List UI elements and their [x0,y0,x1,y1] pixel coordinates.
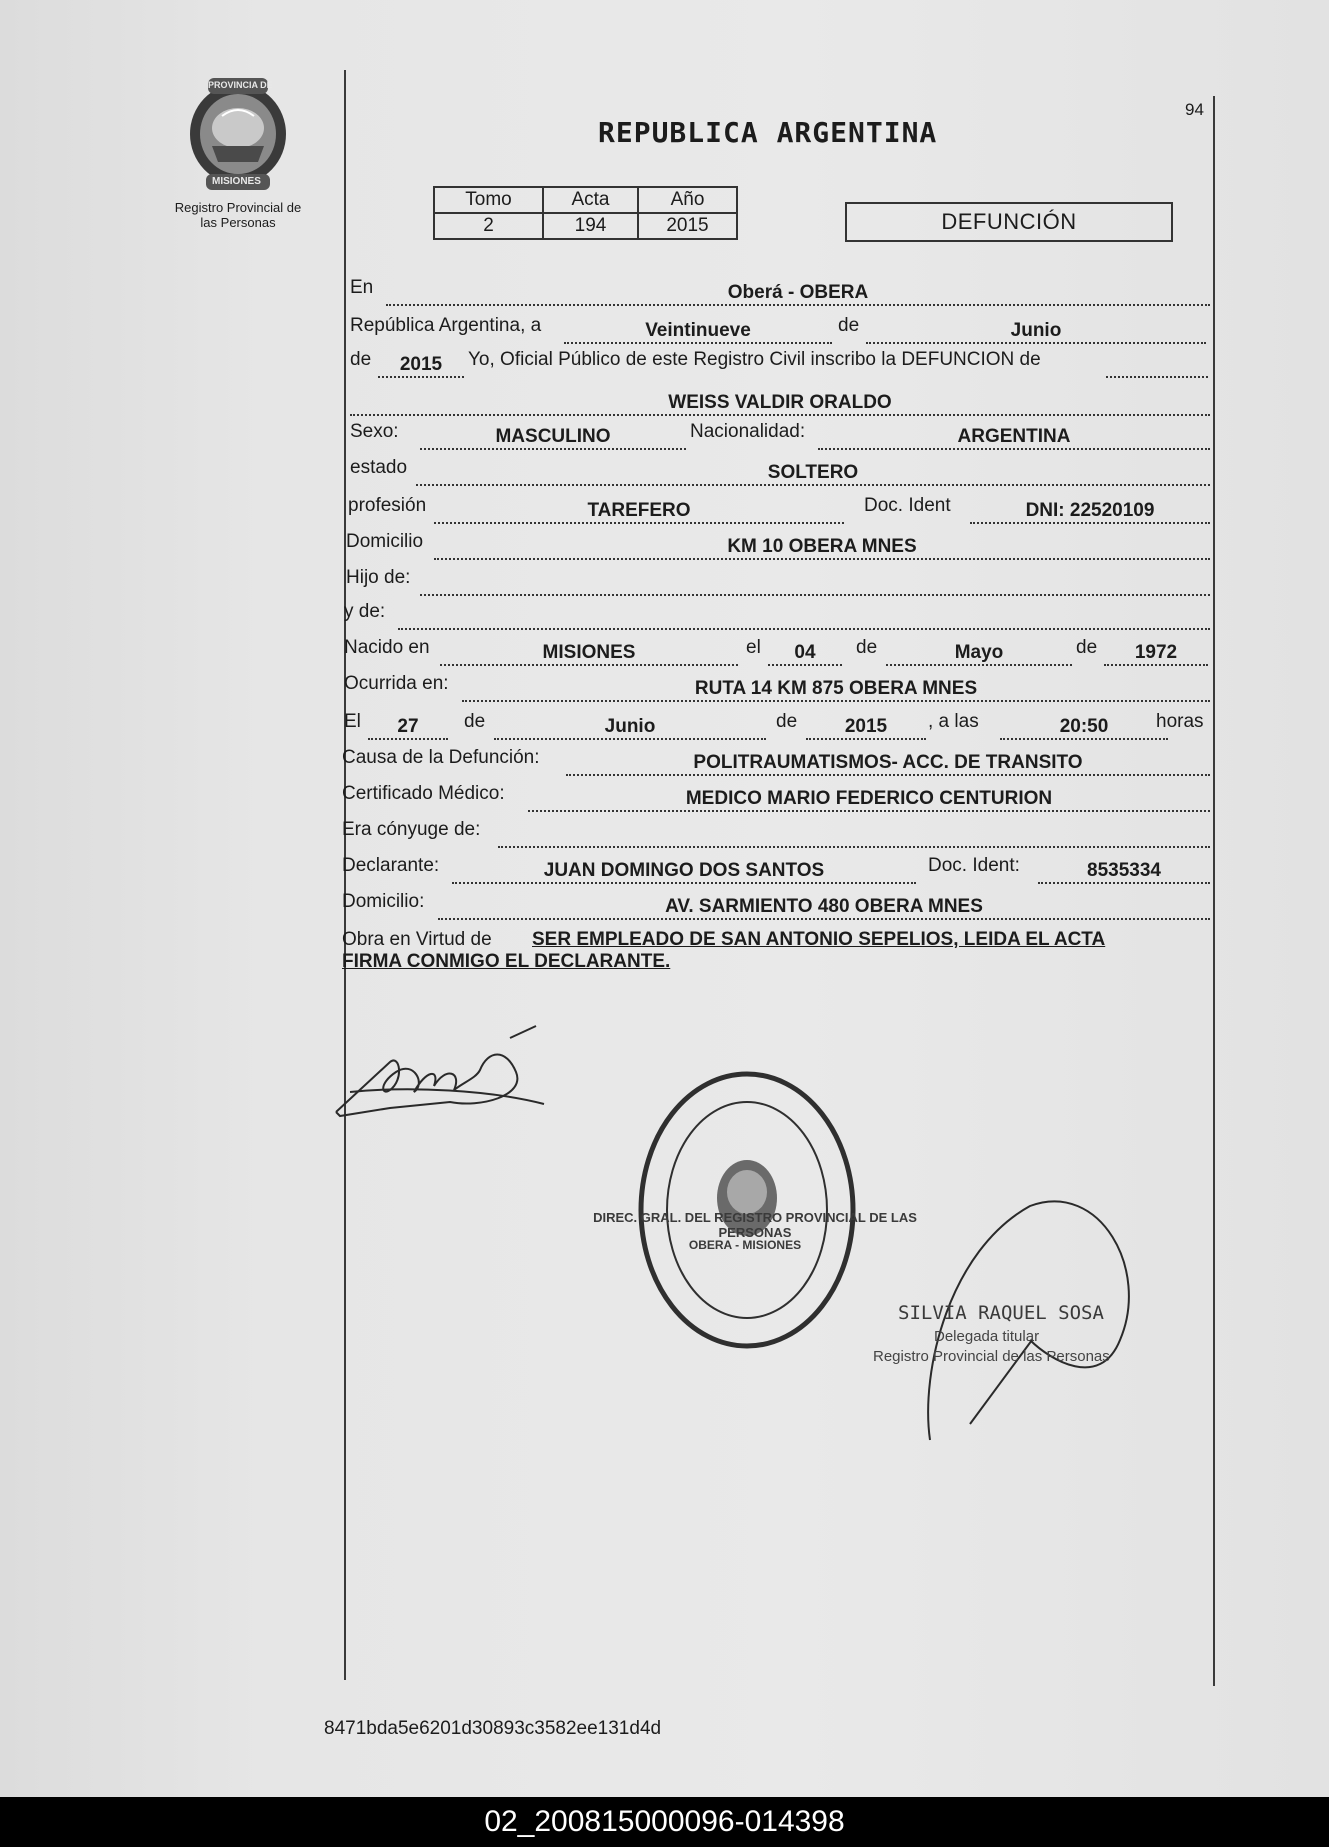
province-coat-of-arms [182,76,294,192]
field-conyuge [498,824,1210,848]
label-ocurrida-en: Ocurrida en: [344,673,449,694]
label-horas: horas [1156,711,1204,732]
value-anio: 2015 [638,213,737,239]
label-de-anio-nac: de [1076,637,1098,658]
label-doc-ident-decl: Doc. Ident: [928,855,1020,876]
field-hijo-de [420,572,1210,596]
field-yo-blank [1106,354,1208,378]
header-tomo: Tomo [434,187,543,213]
field-nacido-en: MISIONES [440,642,738,666]
label-doc-ident: Doc. Ident [864,495,951,516]
field-y-de [398,606,1210,630]
field-def-dia: 27 [368,716,448,740]
field-sexo: MASCULINO [420,426,686,450]
footer-document-id: 02_200815000096-014398 [0,1797,1329,1847]
header-anio: Año [638,187,737,213]
label-estado: estado [350,457,408,478]
label-domicilio: Domicilio [346,531,424,552]
seal-text-bottom: MISIONES [212,176,261,187]
label-de-mes-nac: de [856,637,878,658]
label-causa: Causa de la Defunción: [342,747,540,768]
label-certificado: Certificado Médico: [342,783,505,804]
label-el-fecha: El [344,711,361,732]
document-hash: 8471bda5e6201d30893c3582ee131d4d [324,1718,662,1739]
field-causa: POLITRAUMATISMOS- ACC. DE TRANSITO [566,752,1210,776]
official-name: SILVIA RAQUEL SOSA [898,1302,1104,1324]
field-nombre: WEISS VALDIR ORALDO [350,392,1210,416]
field-nac-dia: 04 [768,642,842,666]
label-hijo-de: Hijo de: [346,567,411,588]
label-republica: República Argentina, a [350,315,542,336]
field-obra-line2: FIRMA CONMIGO EL DECLARANTE. [342,951,671,972]
field-declarante-doc: 8535334 [1038,860,1210,884]
field-def-hora: 20:50 [1000,716,1168,740]
field-def-mes: Junio [494,716,766,740]
label-declarante: Declarante: [342,855,440,876]
label-en: En [350,277,374,298]
official-role: Delegada titular [934,1328,1040,1345]
label-nacionalidad: Nacionalidad: [690,421,806,442]
field-ocurrida-en: RUTA 14 KM 875 OBERA MNES [462,678,1210,702]
label-profesion: profesión [348,495,427,516]
label-de: de [838,315,860,336]
label-el: el [746,637,761,658]
field-anio: 2015 [378,354,464,378]
logo-caption-line1: Registro Provincial de [174,200,302,215]
label-conyuge: Era cónyuge de: [342,819,481,840]
stamp-inner-text: OBERA - MISIONES [688,1238,802,1252]
field-mes: Junio [866,320,1206,344]
value-tomo: 2 [434,213,543,239]
field-declarante-domicilio: AV. SARMIENTO 480 OBERA MNES [438,896,1210,920]
reference-header-row [434,187,737,213]
label-de-anio: de [350,349,372,370]
document-title: REPUBLICA ARGENTINA [598,116,938,149]
field-obra-line1: SER EMPLEADO DE SAN ANTONIO SEPELIOS, LEIDA EL ACTA [532,929,1106,950]
label-de-anio-def: de [776,711,798,732]
seal-text-top: PROVINCIA DE [208,80,273,90]
label-obra: Obra en Virtud de [342,929,492,950]
record-type-box: DEFUNCIÓN [845,202,1173,242]
value-acta: 194 [543,213,638,239]
declarant-signature [330,1020,550,1130]
label-y-de: y de: [344,601,386,622]
field-dia-letras: Veintinueve [564,320,832,344]
header-acta: Acta [543,187,638,213]
field-nacionalidad: ARGENTINA [818,426,1210,450]
row-obra [340,928,1210,988]
reference-value-row [434,213,737,239]
stamp-ring-text: DIREC. GRAL. DEL REGISTRO PROVINCIAL DE LAS PERSONAS [593,1210,917,1240]
page-number: 94 [1185,100,1204,119]
field-profesion: TAREFERO [434,500,844,524]
right-margin-rule [1213,96,1215,1686]
label-de-mes-def: de [464,711,486,732]
label-sexo: Sexo: [350,421,399,442]
field-doc: DNI: 22520109 [970,500,1210,524]
field-def-anio: 2015 [806,716,926,740]
label-yo-oficial: Yo, Oficial Público de este Registro Civil inscribo la DEFUNCION de [468,349,1041,370]
field-nac-mes: Mayo [886,642,1072,666]
logo-caption [150,200,326,230]
label-nacido-en: Nacido en [344,637,430,658]
field-domicilio: KM 10 OBERA MNES [434,536,1210,560]
logo-caption-line2: las Personas [200,215,276,230]
reference-table [433,186,738,240]
field-declarante: JUAN DOMINGO DOS SANTOS [452,860,916,884]
label-domicilio-decl: Domicilio: [342,891,425,912]
official-organization: Registro Provincial de las Personas [873,1348,1110,1365]
field-nac-anio: 1972 [1104,642,1208,666]
field-lugar: Oberá - OBERA [386,282,1210,306]
label-a-las: , a las [928,711,979,732]
field-certificado: MEDICO MARIO FEDERICO CENTURION [528,788,1210,812]
field-estado: SOLTERO [416,462,1210,486]
